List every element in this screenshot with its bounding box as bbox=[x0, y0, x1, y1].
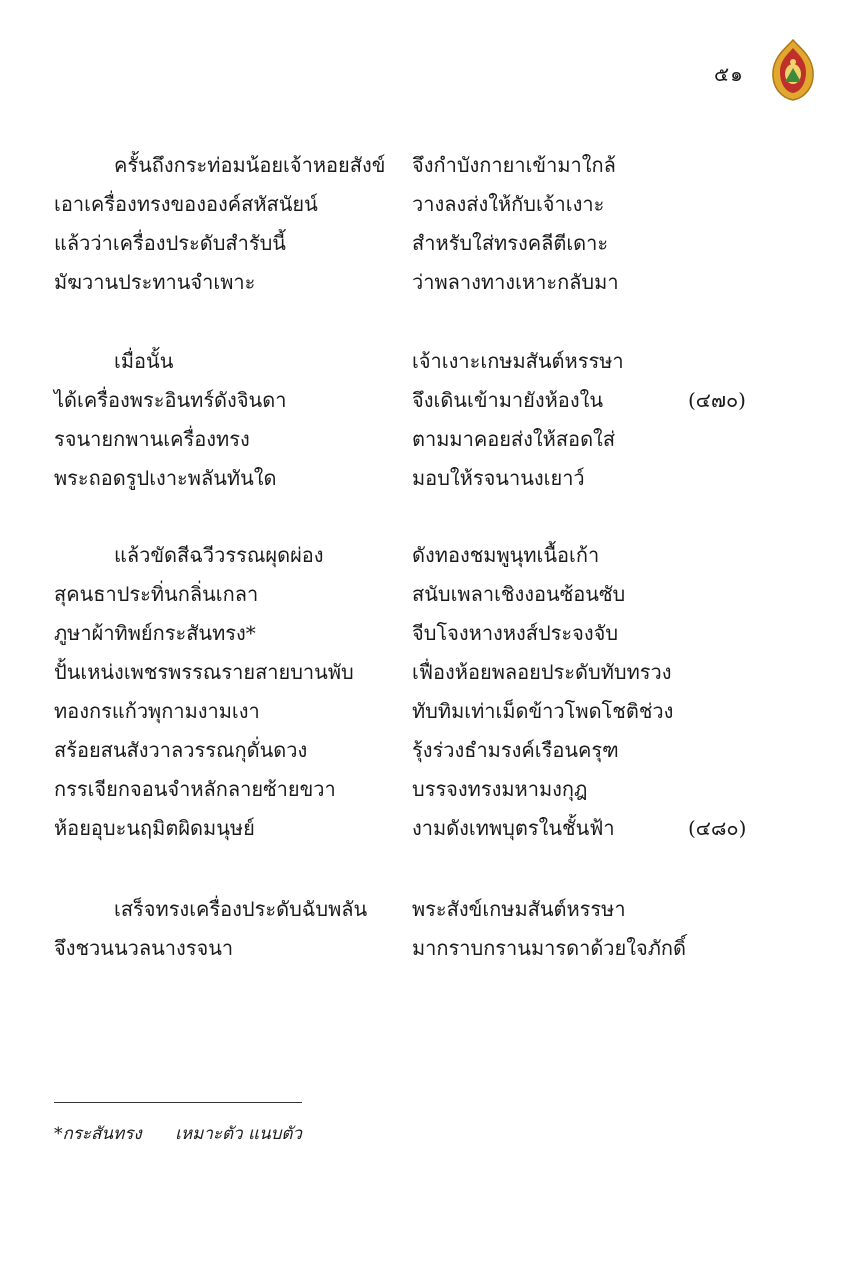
verse-line-right: ทับทิมเท่าเม็ดข้าวโพดโชติช่วง bbox=[412, 699, 674, 723]
verse-line-left: มัฆวานประทานจำเพาะ bbox=[54, 270, 256, 294]
verse-line-left: ห้อยอุบะนฤมิตผิดมนุษย์ bbox=[54, 816, 255, 840]
verse-line-right: มอบให้รจนานงเยาว์ bbox=[412, 466, 585, 490]
verse-line-right: ว่าพลางทางเหาะกลับมา bbox=[412, 270, 619, 294]
verse-line-left: พระถอดรูปเงาะพลันทันใด bbox=[54, 466, 277, 490]
verse-line-left: แล้วขัดสีฉวีวรรณผุดผ่อง bbox=[114, 543, 324, 567]
verse-line-left: เมื่อนั้น bbox=[114, 349, 174, 373]
verse-line-right: เฟื่องห้อยพลอยประดับทับทรวง bbox=[412, 660, 672, 684]
verse-line-right: มากราบกรานมารดาด้วยใจภักดิ์ bbox=[412, 936, 687, 960]
footnote-term: *กระสันทรง bbox=[54, 1124, 142, 1144]
verse-line-right: สำหรับใส่ทรงคลีตีเดาะ bbox=[412, 231, 609, 255]
page-number: ๕๑ bbox=[714, 62, 744, 86]
verse-line-left: เสร็จทรงเครื่องประดับฉับพลัน bbox=[114, 897, 368, 921]
verse-line-right: พระสังข์เกษมสันต์หรรษา bbox=[412, 897, 626, 921]
verse-line-right: วางลงส่งให้กับเจ้าเงาะ bbox=[412, 192, 605, 216]
verse-line-left: ทองกรแก้วพุกามงามเงา bbox=[54, 699, 260, 723]
verse-line-right: จีบโจงหางหงส์ประจงจับ bbox=[412, 621, 619, 645]
verse-line-left: สุคนธาประทิ่นกลิ่นเกลา bbox=[54, 582, 259, 606]
footnote bbox=[54, 1120, 302, 1147]
verse-line-left: สร้อยสนสังวาลวรรณกุดั่นดวง bbox=[54, 738, 308, 762]
royal-emblem-icon bbox=[770, 38, 816, 102]
verse-line-left: กรรเจียกจอนจำหลักลายซ้ายขวา bbox=[54, 777, 336, 801]
verse-number: (๔๘๐) bbox=[688, 816, 747, 840]
footnote-divider bbox=[54, 1102, 302, 1103]
verse-line-left: รจนายกพานเครื่องทรง bbox=[54, 427, 250, 451]
verse-line-right: จึงกำบังกายาเข้ามาใกล้ bbox=[412, 153, 616, 177]
verse-line-left: ได้เครื่องพระอินทร์ดังจินดา bbox=[54, 388, 287, 412]
verse-line-right: จึงเดินเข้ามายังห้องใน bbox=[412, 388, 604, 412]
verse-line-left: ปั้นเหน่งเพชรพรรณรายสายบานพับ bbox=[54, 660, 354, 684]
verse-line-right: รุ้งร่วงธำมรงค์เรือนครุฑ bbox=[412, 738, 619, 762]
verse-line-right: บรรจงทรงมหามงกุฎ bbox=[412, 777, 588, 801]
verse-line-left: ภูษาผ้าทิพย์กระสันทรง* bbox=[54, 621, 256, 645]
verse-line-right: ดังทองชมพูนุทเนื้อเก้า bbox=[412, 543, 600, 567]
verse-line-left: เอาเครื่องทรงขององค์สหัสนัยน์ bbox=[54, 192, 318, 216]
verse-line-left: แล้วว่าเครื่องประดับสำรับนี้ bbox=[54, 231, 286, 255]
verse-line-right: เจ้าเงาะเกษมสันต์หรรษา bbox=[412, 349, 624, 373]
verse-line-left: จึงชวนนวลนางรจนา bbox=[54, 936, 234, 960]
verse-number: (๔๗๐) bbox=[688, 388, 746, 412]
verse-line-right: สนับเพลาเชิงงอนซ้อนซับ bbox=[412, 582, 626, 606]
verse-line-left: ครั้นถึงกระท่อมน้อยเจ้าหอยสังข์ bbox=[114, 153, 386, 177]
footnote-definition: เหมาะตัว แนบตัว bbox=[175, 1124, 302, 1144]
verse-line-right: งามดังเทพบุตรในชั้นฟ้า bbox=[412, 816, 615, 840]
verse-line-right: ตามมาคอยส่งให้สอดใส่ bbox=[412, 427, 616, 451]
